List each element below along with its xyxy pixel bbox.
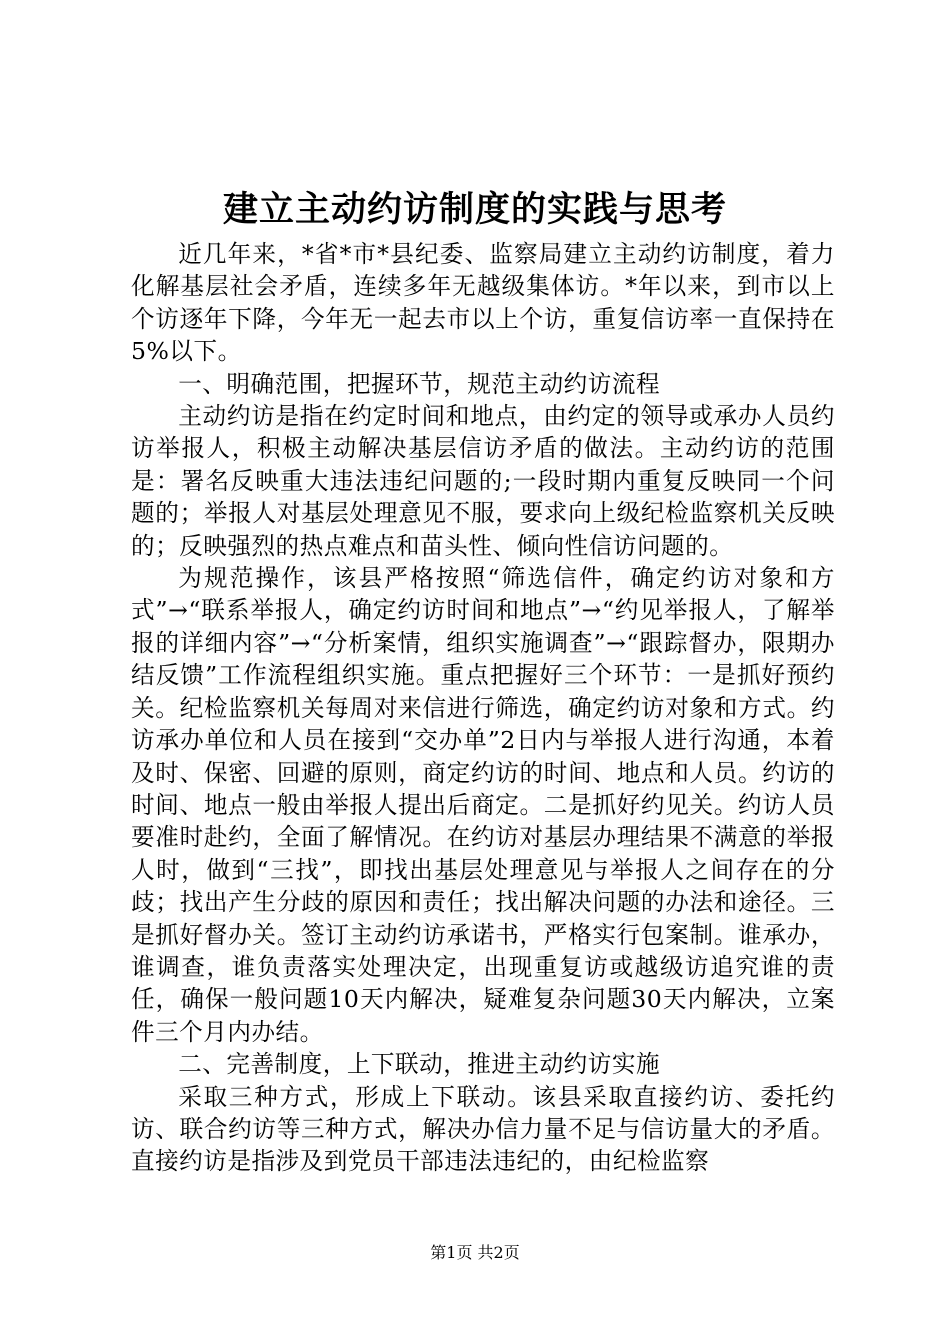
section-heading-2: 二、完善制度，上下联动，推进主动约访实施 bbox=[178, 1050, 661, 1079]
paragraph-intro: 近几年来，*省*市*县纪委、监察局建立主动约访制度，着力化解基层社会矛盾，连续多年无越级集体访。*年以来，到市以上个访逐年下降，今年无一起去市以上个访，重复信访率一直保持在5%以下。 bbox=[131, 240, 835, 366]
document-body bbox=[131, 238, 835, 1178]
paragraph-definition: 主动约访是指在约定时间和地点，由约定的领导或承办人员约访举报人，积极主动解决基层信访矛盾的做法。主动约访的范围是：署名反映重大违法违纪问题的;一段时期内重复反映同一个问题的；举报人对基层处理意见不服，要求向上级纪检监察机关反映的；反映强烈的热点难点和苗头性、倾向性信访问题的。 bbox=[131, 402, 835, 560]
section-heading-1: 一、明确范围，把握环节，规范主动约访流程 bbox=[178, 369, 661, 398]
document-title: 建立主动约访制度的实践与思考 bbox=[222, 189, 727, 230]
page-footer: 第1页 共2页 bbox=[430, 1243, 520, 1262]
paragraph-methods: 采取三种方式，形成上下联动。该县采取直接约访、委托约访、联合约访等三种方式，解决办信力量不足与信访量大的矛盾。直接约访是指涉及到党员干部违法违纪的，由纪检监察 bbox=[131, 1082, 835, 1176]
paragraph-procedure: 为规范操作，该县严格按照“筛选信件，确定约访对象和方式”→“联系举报人，确定约访时间和地点”→“约见举报人，了解举报的详细内容”→“分析案情，组织实施调查”→“跟踪督办，限期办结反馈”工作流程组织实施。重点把握好三个环节：一是抓好预约关。纪检监察机关每周对来信进行筛选，确定约访对象和方式。约访承办单位和人员在接到“交办单”2日内与举报人进行沟通，本着及时、保密、回避的原则，商定约访的时间、地点和人员。约访的时间、地点一般由举报人提出后商定。二是抓好约见关。约访人员要准时赴约，全面了解情况。在约访对基层办理结果不满意的举报人时，做到“三找”，即找出基层处理意见与举报人之间存在的分歧；找出产生分歧的原因和责任；找出解决问题的办法和途径。三是抓好督办关。签订主动约访承诺书，严格实行包案制。谁承办，谁调查，谁负责落实处理决定，出现重复访或越级访追究谁的责任，确保一般问题10天内解决，疑难复杂问题30天内解决，立案件三个月内办结。 bbox=[131, 564, 835, 1046]
